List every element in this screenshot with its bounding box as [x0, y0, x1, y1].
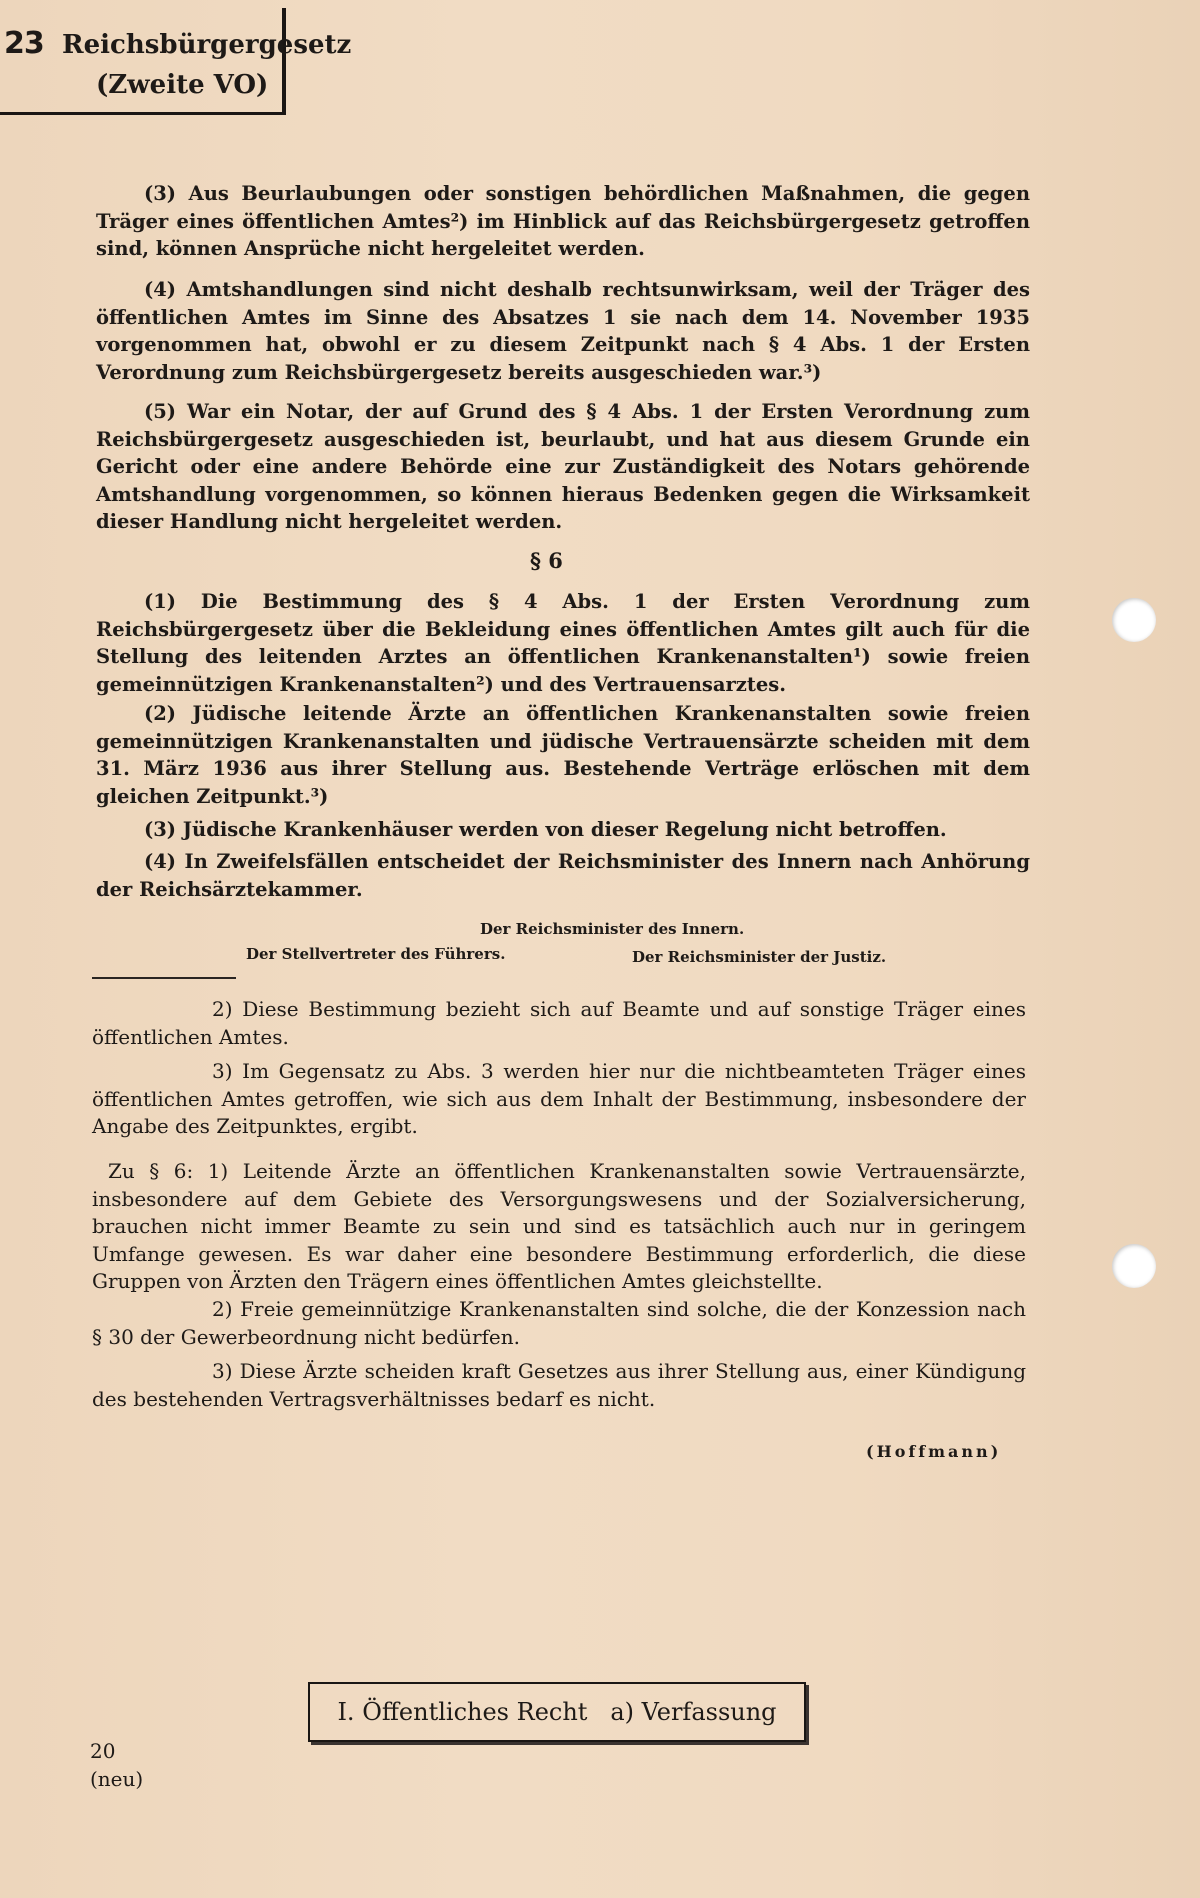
- note-sec6-1: Zu § 6: 1) Leitende Ärzte an öffentlichen Krankenanstalten sowie Vertrauensärzte, insbesondere auf dem Gebiete des Versorgungswesens und der Sozialversicherung, brauchen nicht immer Beamte zu sein und sind es tatsächlich auch nur in geringem Umfange gewesen. Es war daher eine besondere Bestimmung erforderlich, die diese Gruppen von Ärzten den Trägern eines öffentlichen Amtes gleichstellte.: [92, 1159, 1026, 1293]
- note-sec6-3: 3) Diese Ärzte scheiden kraft Gesetzes aus ihrer Stellung aus, einer Kündigung des bestehenden Vertragsverhältnisses bedarf es nicht.: [92, 1359, 1026, 1411]
- paragraph-6-4: (4) In Zweifelsfällen entscheidet der Reichsminister des Innern nach Anhörung der Reichsärztekammer.: [96, 850, 1030, 901]
- section-heading: § 6: [530, 548, 563, 573]
- paragraph-6-2: (2) Jüdische leitende Ärzte an öffentlichen Krankenanstalten sowie freien gemeinnützigen Krankenanstalten und jüdische Vertrauensärzte scheiden mit dem 31. März 1936 aus ihrer Stellung aus. Bestehende Verträge erlöschen mit dem gleichen Zeitpunkt.³): [96, 702, 1030, 808]
- page-number-block: [90, 1737, 143, 1793]
- section-label-box: [308, 1682, 806, 1742]
- punch-hole-top: [1112, 598, 1156, 642]
- section-label: I. Öffentliches Recht a) Verfassung: [337, 1698, 777, 1726]
- paragraph-5-3: (3) Aus Beurlaubungen oder sonstigen behördlichen Maßnahmen, die gegen Träger eines öffentlichen Amtes²) im Hinblick auf das Reichsbürgergesetz getroffen sind, können Ansprüche nicht hergeleitet werden.: [96, 182, 1030, 260]
- punch-hole-bottom: [1112, 1244, 1156, 1288]
- signature-deputy-fuehrer: Der Stellvertreter des Führers.: [246, 945, 506, 963]
- signature-justice-minister: Der Reichsminister der Justiz.: [632, 948, 887, 966]
- header-box: [0, 8, 352, 115]
- page-note: (neu): [90, 1767, 144, 1791]
- author-signature: (Hoffmann): [866, 1442, 1002, 1461]
- note-sec6-2: 2) Freie gemeinnützige Krankenanstalten sind solche, die der Konzession nach § 30 der Gewerbeordnung nicht bedürfen.: [92, 1297, 1026, 1349]
- footnote-3: 3) Im Gegensatz zu Abs. 3 werden hier nur die nichtbeamteten Träger eines öffentlichen Amtes getroffen, wie sich aus dem Inhalt der Bestimmung, insbesondere der Angabe des Zeitpunktes, ergibt.: [92, 1059, 1026, 1138]
- header-title: Reichsbürgergesetz: [62, 30, 352, 60]
- header-subtitle: (Zweite VO): [96, 70, 269, 100]
- paragraph-6-3: (3) Jüdische Krankenhäuser werden von dieser Regelung nicht betroffen.: [144, 818, 947, 841]
- paragraph-6-1: (1) Die Bestimmung des § 4 Abs. 1 der Ersten Verordnung zum Reichsbürgergesetz über die Bekleidung eines öffentlichen Amtes gilt auch für die Stellung des leitenden Arztes an öffentlichen Krankenanstalten¹) sowie freien gemeinnützigen Krankenanstalten²) und des Vertrauensarztes.: [96, 590, 1030, 696]
- footnote-2: 2) Diese Bestimmung bezieht sich auf Beamte und auf sonstige Träger eines öffentlichen Amtes.: [92, 997, 1026, 1049]
- footnote-divider: [92, 977, 236, 979]
- paragraph-5-4: (4) Amtshandlungen sind nicht deshalb rechtsunwirksam, weil der Träger des öffentlichen Amtes im Sinne des Absatzes 1 sie nach dem 14. November 1935 vorgenommen hat, obwohl er zu diesem Zeitpunkt nach § 4 Abs. 1 der Ersten Verordnung zum Reichsbürgergesetz bereits ausgeschieden war.³): [96, 278, 1030, 384]
- signature-interior-minister: Der Reichsminister des Innern.: [480, 920, 745, 938]
- header-number: 23: [4, 26, 44, 61]
- paragraph-5-5: (5) War ein Notar, der auf Grund des § 4 Abs. 1 der Ersten Verordnung zum Reichsbürgergesetz ausgeschieden ist, beurlaubt, und hat aus diesem Grunde ein Gericht oder eine andere Behörde eine zur Zuständigkeit des Notars gehörende Amtshandlung vorgenommen, so können hieraus Bedenken gegen die Wirksamkeit dieser Handlung nicht hergeleitet werden.: [96, 400, 1030, 533]
- page-number: 20: [90, 1739, 116, 1763]
